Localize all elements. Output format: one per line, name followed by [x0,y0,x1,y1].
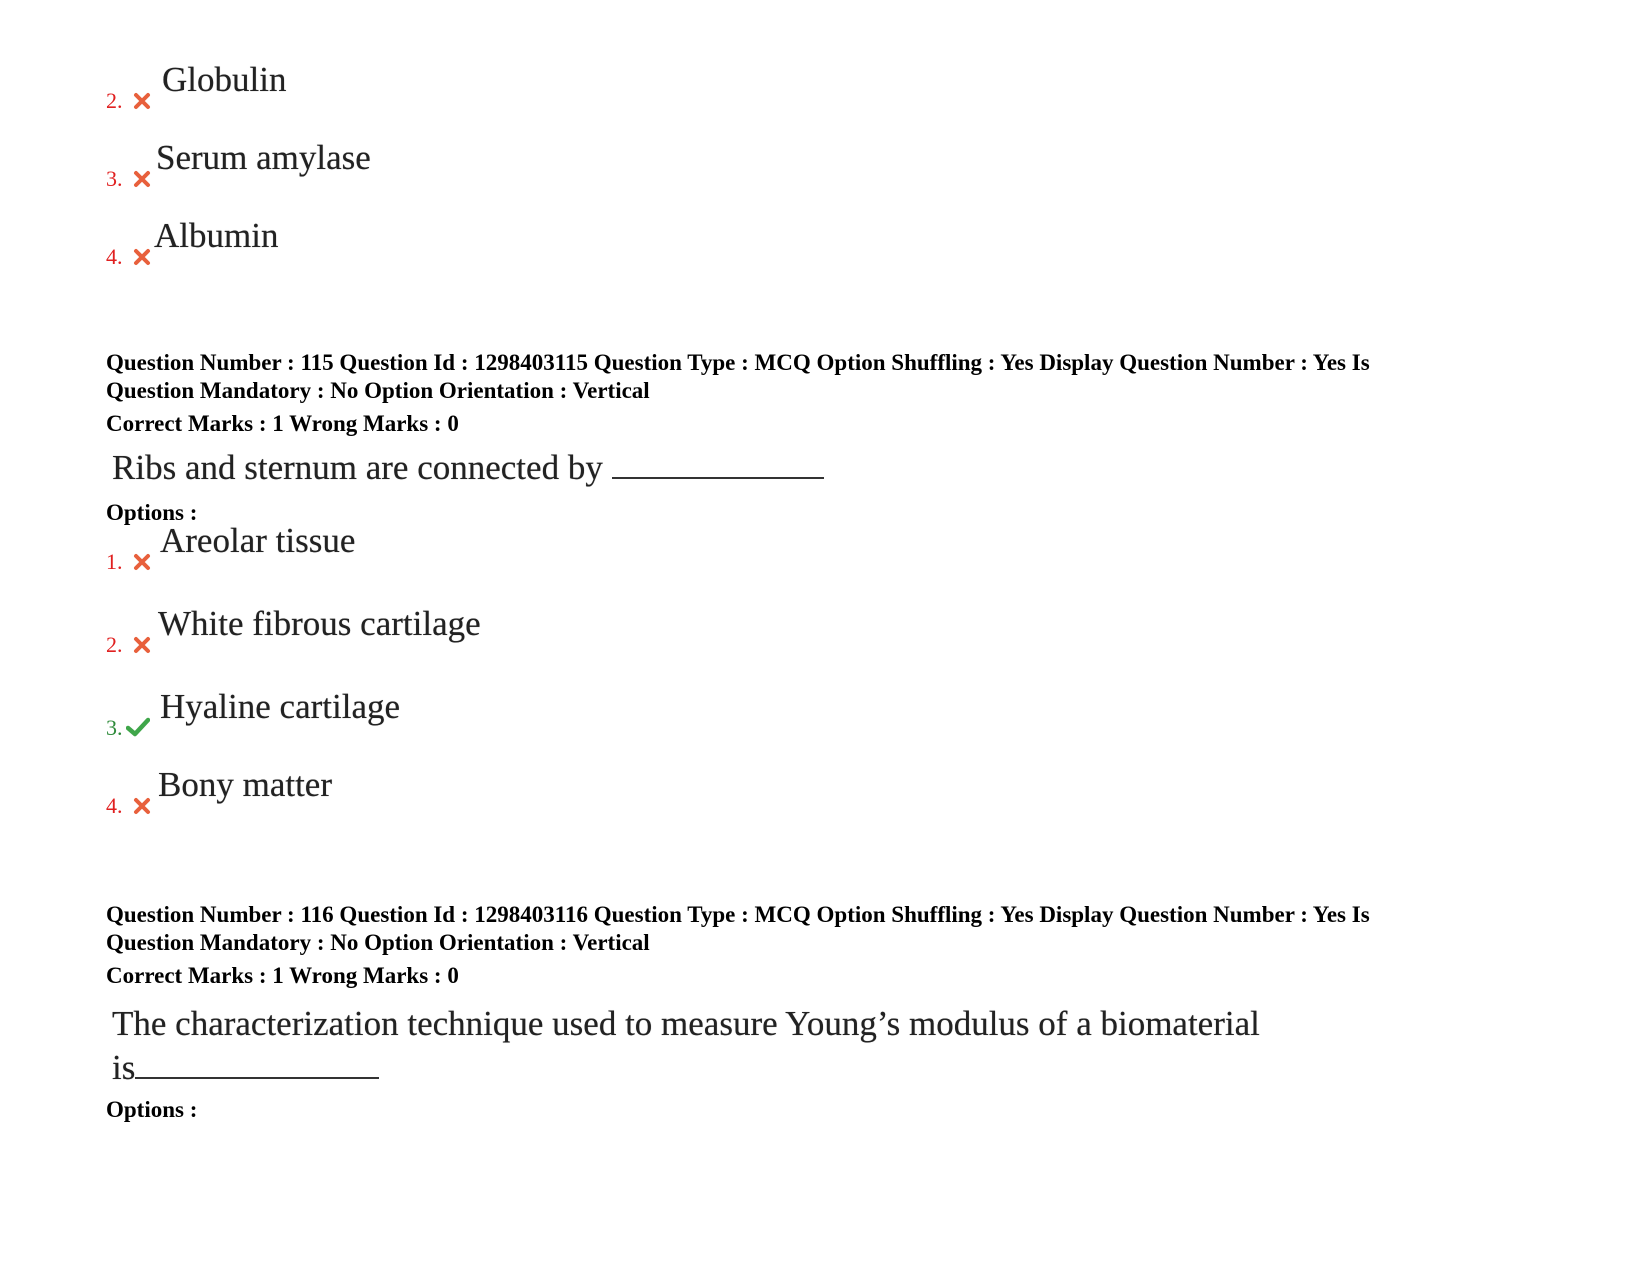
question-115-meta [106,349,1546,405]
option-number: 4. [106,793,123,818]
option-number: 3. [106,715,123,740]
option-3-serum-amylase [106,138,806,198]
check-icon [126,717,150,737]
question-text: Ribs and sternum are connected by [112,448,603,487]
question-115-marks: Correct Marks : 1 Wrong Marks : 0 [106,411,459,436]
meta-line-2: Question Mandatory : No Option Orientation : Vertical [106,930,650,955]
option-text: Globulin [162,60,287,99]
option-4-bony-matter [106,765,806,825]
option-text: White fibrous cartilage [158,604,481,643]
option-3-hyaline-cartilage [106,687,806,747]
answer-blank [612,455,824,479]
option-text: Areolar tissue [160,521,356,560]
option-number: 1. [106,549,123,574]
cross-icon [133,553,151,571]
option-text: Serum amylase [156,138,371,177]
question-116-text-line-2 [112,1048,379,1088]
options-label: Options : [106,500,198,525]
option-number: 4. [106,244,123,269]
question-116-marks: Correct Marks : 1 Wrong Marks : 0 [106,963,459,988]
options-label: Options : [106,1097,198,1122]
meta-line-1: Question Number : 116 Question Id : 1298403116 Question Type : MCQ Option Shuffling : Yes Display Question Number : Yes Is [106,902,1370,927]
meta-line-1: Question Number : 115 Question Id : 1298403115 Question Type : MCQ Option Shuffling : Yes Display Question Number : Yes Is [106,350,1370,375]
cross-icon [133,248,151,266]
option-2-globulin [106,60,806,120]
cross-icon [133,797,151,815]
option-number: 3. [106,166,123,191]
option-4-albumin [106,216,806,276]
option-2-white-fibrous-cartilage [106,604,806,664]
cross-icon [133,92,151,110]
option-text: Albumin [154,216,279,255]
cross-icon [133,170,151,188]
cross-icon [133,636,151,654]
question-116-text-line-1: The characterization technique used to measure Young’s modulus of a biomaterial [112,1004,1260,1043]
question-116-meta [106,901,1546,957]
meta-line-2: Question Mandatory : No Option Orientation : Vertical [106,378,650,403]
option-number: 2. [106,88,123,113]
answer-blank [135,1055,379,1079]
question-115-text [112,448,824,488]
option-text: Hyaline cartilage [160,687,401,726]
option-number: 2. [106,632,123,657]
option-text: Bony matter [158,765,332,804]
question-text: is [112,1048,136,1087]
option-1-areolar-tissue [106,521,806,581]
